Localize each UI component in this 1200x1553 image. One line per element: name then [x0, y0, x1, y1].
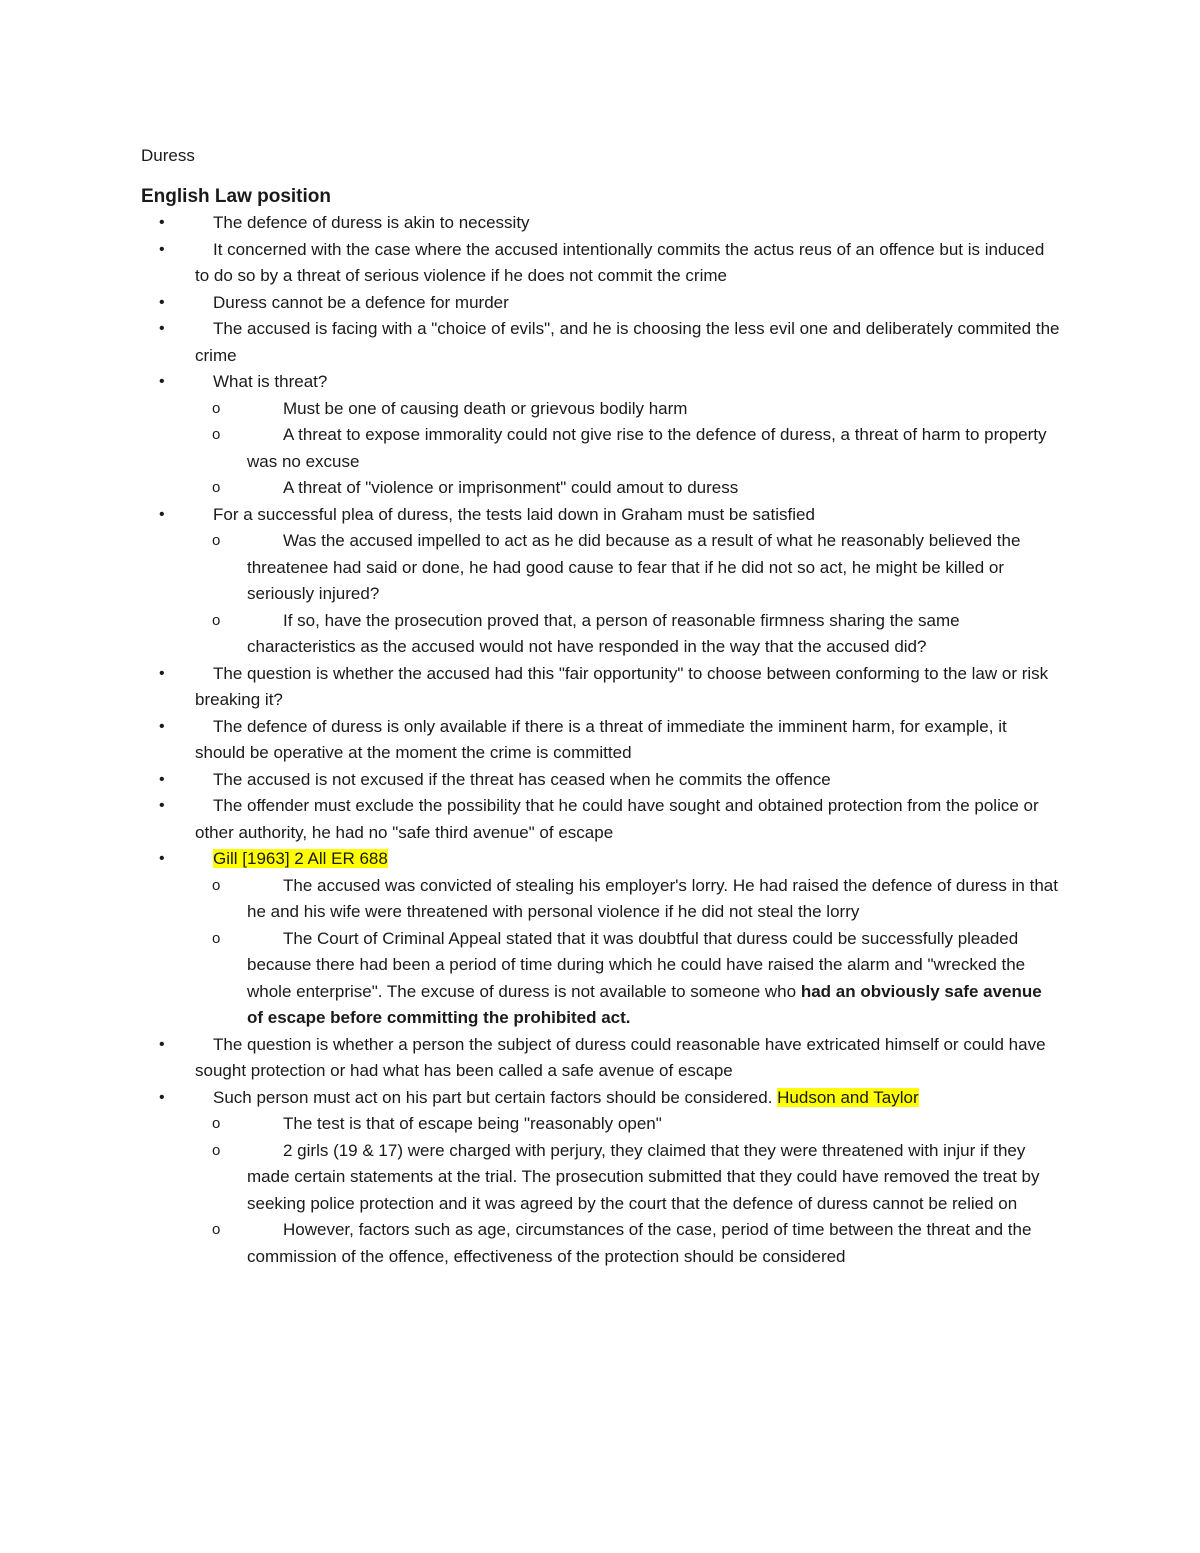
item-text: Duress cannot be a defence for murder	[213, 292, 509, 312]
sub-item-text: If so, have the prosecution proved that, a person of reasonable firmness sharing the same characteristics as the accused would not have responded in the way that the accused did?	[247, 610, 960, 656]
sub-list	[195, 873, 1060, 1032]
bullet-icon: •	[159, 797, 165, 814]
sub-list	[195, 396, 1060, 502]
circle-bullet-icon: o	[212, 611, 221, 629]
document-title: Duress	[141, 146, 195, 165]
sub-list-item	[212, 926, 1060, 1032]
bullet-icon: •	[159, 770, 165, 788]
sub-item-text: However, factors such as age, circumstances of the case, period of time between the threat and the commission of the offence, effectiveness of the protection should be considered	[247, 1220, 1032, 1266]
sub-list-item	[212, 1217, 1060, 1270]
bullet-icon: •	[159, 505, 165, 523]
circle-bullet-icon: o	[212, 1221, 221, 1238]
item-text: What is threat?	[213, 372, 328, 391]
sub-list-item	[212, 528, 1060, 608]
circle-bullet-icon: o	[212, 479, 221, 496]
item-text: The question is whether a person the subject of duress could reasonable have extricated himself or could have sought protection or had what has been called a safe avenue of escape	[195, 1034, 1046, 1080]
item-text: The defence of duress is only available if there is a threat of immediate the imminent harm, for example, it should be operative at the moment the crime is committed	[195, 716, 1007, 762]
sub-item-text: The accused was convicted of stealing his employer's lorry. He had raised the defence of duress in that he and his wife were threatened with personal violence if he did not steal the lorry	[247, 875, 1058, 921]
sub-item-text: A threat to expose immorality could not give rise to the defence of duress, a threat of harm to property was no excuse	[247, 425, 1047, 471]
sub-list	[195, 1111, 1060, 1270]
sub-list	[195, 528, 1060, 661]
circle-bullet-icon: o	[212, 399, 221, 417]
list-item	[159, 290, 1060, 317]
list-item	[159, 714, 1060, 767]
list-item	[159, 237, 1060, 290]
sub-list-item	[212, 475, 1060, 502]
circle-bullet-icon: o	[212, 532, 221, 549]
sub-item-text: The Court of Criminal Appeal stated that it was doubtful that duress could be successfully pleaded because there had been a period of time during which he could have raised the alarm and "wrecked the whole enterprise". The excuse of duress is not available to someone who	[247, 928, 1026, 1001]
sub-list-item	[212, 422, 1060, 475]
circle-bullet-icon: o	[212, 1141, 221, 1159]
bullet-icon: •	[159, 240, 165, 258]
list-item	[159, 1032, 1060, 1085]
list-item	[159, 210, 1060, 237]
sub-item-text: 2 girls (19 & 17) were charged with perjury, they claimed that they were threatened with injur if they made certain statements at the trial. The prosecution submitted that they could have removed the treat by seeking police protection and it was agreed by the court that the defence of duress cannot be relied on	[247, 1140, 1040, 1213]
sub-list-item	[212, 1138, 1060, 1218]
item-text: It concerned with the case where the accused intentionally commits the actus reus of an offence but is induced to do so by a threat of serious violence if he does not commit the crime	[195, 239, 1045, 285]
item-text: The offender must exclude the possibility that he could have sought and obtained protection from the police or other authority, he had no "safe third avenue" of escape	[195, 796, 1039, 842]
item-text: For a successful plea of duress, the tests laid down in Graham must be satisfied	[213, 504, 815, 524]
circle-bullet-icon: o	[212, 1115, 221, 1132]
bullet-icon: •	[159, 717, 165, 735]
circle-bullet-icon: o	[212, 929, 221, 947]
item-text: Such person must act on his part but certain factors should be considered.	[213, 1087, 778, 1107]
sub-item-text: The test is that of escape being "reasonably open"	[283, 1114, 662, 1133]
sub-list-item	[212, 396, 1060, 423]
bullet-icon: •	[159, 373, 165, 390]
list-item	[159, 767, 1060, 794]
list-item	[159, 502, 1060, 661]
bullet-icon: •	[159, 1088, 165, 1106]
sub-list-item	[212, 873, 1060, 926]
section-heading: English Law position	[141, 186, 331, 207]
circle-bullet-icon: o	[212, 426, 221, 443]
case-citation-highlight: Gill [1963] 2 All ER 688	[213, 849, 388, 868]
bullet-list	[141, 210, 1060, 1270]
item-text: The accused is not excused if the threat has ceased when he commits the offence	[213, 769, 831, 789]
bullet-icon: •	[159, 293, 165, 311]
bullet-icon: •	[159, 664, 165, 682]
bold-text: had an obviously safe avenue of escape before committing the prohibited act.	[247, 981, 1042, 1027]
item-text: The accused is facing with a "choice of evils", and he is choosing the less evil one and deliberately commited the crime	[195, 319, 1060, 365]
circle-bullet-icon: o	[212, 876, 221, 894]
list-item	[159, 316, 1060, 369]
list-item	[159, 369, 1060, 502]
sub-item-text: A threat of "violence or imprisonment" could amout to duress	[283, 478, 739, 497]
sub-list-item	[212, 608, 1060, 661]
list-item	[159, 793, 1060, 846]
bullet-icon: •	[159, 850, 165, 867]
sub-list-item	[212, 1111, 1060, 1138]
item-text: The question is whether the accused had this "fair opportunity" to choose between conforming to the law or risk breaking it?	[195, 663, 1049, 709]
list-item	[159, 846, 1060, 1032]
list-item	[159, 661, 1060, 714]
item-text: The defence of duress is akin to necessity	[213, 213, 530, 232]
bullet-icon: •	[159, 214, 165, 231]
bullet-icon: •	[159, 320, 165, 337]
sub-item-text: Was the accused impelled to act as he did because as a result of what he reasonably believed the threatenee had said or done, he had good cause to fear that if he did not so act, he might be killed or seriously injured?	[247, 531, 1021, 603]
sub-item-text: Must be one of causing death or grievous bodily harm	[283, 398, 688, 418]
case-name-highlight: Hudson and Taylor	[777, 1087, 919, 1107]
list-item	[159, 1085, 1060, 1271]
bullet-icon: •	[159, 1035, 165, 1053]
